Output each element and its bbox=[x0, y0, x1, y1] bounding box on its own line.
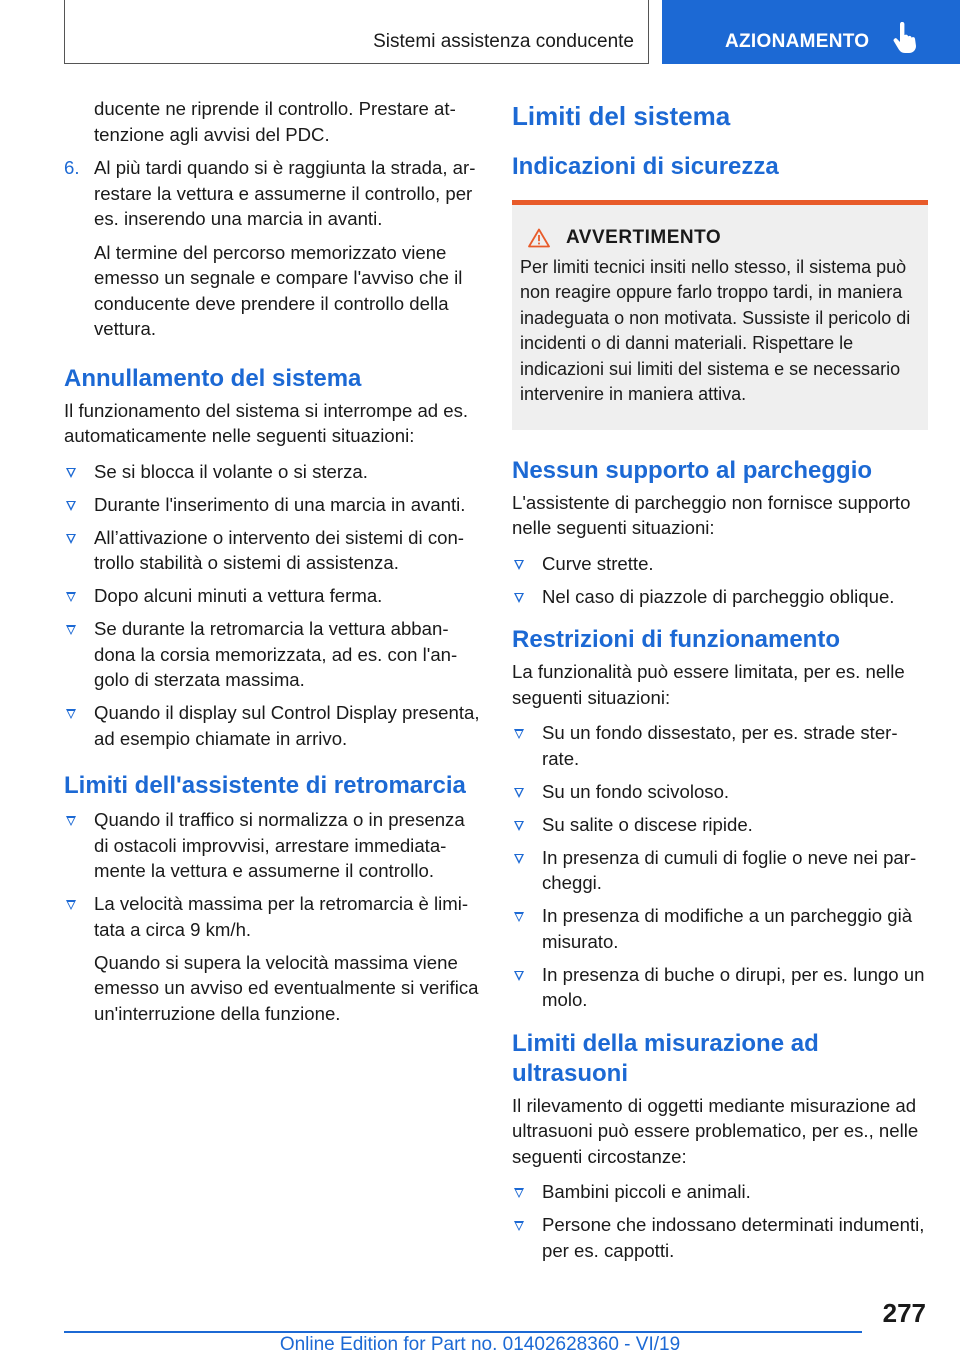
step-text: Al più tardi quando si è raggiunta la strada, arrestare la vettura e assumerne il controllo, per es. inserendo una marcia in avanti. bbox=[94, 157, 476, 229]
footer-rule bbox=[64, 1331, 862, 1333]
heading-annullamento: Annullamento del sistema bbox=[64, 364, 362, 392]
retromarcia-note: Quando si supera la velocità massima viene emesso un avviso ed eventualmente si verifica un'interruzione della funzione. bbox=[94, 951, 479, 1024]
list-item: Se durante la retromarcia la vettura abbandona la corsia memorizzata, ad es. con l'angolo di sterzata massima. bbox=[64, 616, 480, 693]
bullet-triangle-icon bbox=[514, 1188, 524, 1198]
bullet-triangle-icon bbox=[66, 534, 76, 544]
bullet-triangle-icon bbox=[66, 468, 76, 478]
left-column bbox=[64, 96, 480, 1026]
section-label: AZIONAMENTO bbox=[725, 31, 870, 52]
list-item: In presenza di cumuli di foglie o neve nei parcheggi. bbox=[512, 845, 928, 896]
warning-text: Per limiti tecnici insiti nello stesso, il sistema può non reagire oppure farlo troppo tardi, in maniera inadeguata o non motivata. Sussiste il pericolo di incidenti o di danni materiali. Rispettare le indicazioni sui limiti del sistema e se necessario intervenire in maniera attiva. bbox=[520, 256, 911, 404]
list-item: In presenza di buche o dirupi, per es. lungo un molo. bbox=[512, 962, 928, 1013]
bullet-triangle-icon bbox=[514, 821, 524, 831]
warning-title: AVVERTIMENTO bbox=[566, 227, 722, 248]
restrizioni-list bbox=[512, 720, 928, 1013]
bullet-triangle-icon bbox=[66, 816, 76, 826]
header-section-box bbox=[662, 0, 960, 64]
continued-step-text: ducente ne riprende il controllo. Prestare attenzione agli avvisi del PDC. bbox=[94, 98, 456, 145]
ultrasuoni-intro: Il rilevamento di oggetti mediante misurazione ad ultrasuoni può essere problematico, per es., nelle seguenti circostanze: bbox=[512, 1094, 919, 1167]
bullet-triangle-icon bbox=[66, 501, 76, 511]
list-item: Durante l'inserimento di una marcia in avanti. bbox=[64, 492, 480, 518]
hand-pointer-icon bbox=[892, 22, 918, 54]
bullet-triangle-icon bbox=[514, 560, 524, 570]
bullet-triangle-icon bbox=[514, 788, 524, 798]
heading-limiti-retromarcia: Limiti dell'assistente di retromarcia bbox=[64, 772, 466, 799]
heading-indicazioni-sicurezza: Indicazioni di sicurezza bbox=[512, 153, 779, 180]
list-item: Su un fondo scivoloso. bbox=[512, 779, 928, 805]
step-6 bbox=[64, 155, 480, 232]
bullet-triangle-icon bbox=[514, 1221, 524, 1231]
list-item: Quando il traffico si normalizza o in presenza di ostacoli improvvisi, arrestare immediatamente la vettura e assumerne il controllo. bbox=[64, 807, 480, 884]
step-6-note: Al termine del percorso memorizzato viene emesso un segnale e compare l'avviso che il conducente deve prendere il controllo della vettura. bbox=[94, 241, 463, 339]
list-item: La velocità massima per la retromarcia è limitata a circa 9 km/h. bbox=[64, 891, 480, 942]
list-item: Se si blocca il volante o si sterza. bbox=[64, 459, 480, 485]
bullet-triangle-icon bbox=[514, 971, 524, 981]
heading-nessun-supporto: Nessun supporto al parcheggio bbox=[512, 456, 873, 484]
list-item: Curve strette. bbox=[512, 551, 928, 577]
bullet-triangle-icon bbox=[514, 593, 524, 603]
heading-restrizioni: Restrizioni di funzionamento bbox=[512, 626, 840, 653]
list-item: Persone che indossano determinati indumenti, per es. cappotti. bbox=[512, 1212, 928, 1263]
step-number: 6. bbox=[64, 157, 80, 178]
heading-ultrasuoni: Limiti della misurazione ad ultrasuoni bbox=[512, 1029, 819, 1087]
list-item: In presenza di modifiche a un parcheggio già misurato. bbox=[512, 903, 928, 954]
bullet-triangle-icon bbox=[66, 625, 76, 635]
bullet-triangle-icon bbox=[514, 729, 524, 739]
bullet-triangle-icon bbox=[66, 592, 76, 602]
right-column bbox=[512, 100, 928, 1271]
annullamento-list bbox=[64, 459, 480, 752]
list-item: Nel caso di piazzole di parcheggio oblique. bbox=[512, 584, 928, 610]
bullet-triangle-icon bbox=[66, 709, 76, 719]
bullet-triangle-icon bbox=[66, 900, 76, 910]
nessun-intro: L'assistente di parcheggio non fornisce supporto nelle seguenti situazioni: bbox=[512, 491, 911, 538]
header-chapter-box bbox=[64, 0, 649, 64]
retromarcia-list bbox=[64, 807, 480, 942]
warning-triangle-icon bbox=[528, 228, 550, 248]
list-item: Su un fondo dissestato, per es. strade sterrate. bbox=[512, 720, 928, 771]
annullamento-intro: Il funzionamento del sistema si interrompe ad es. automaticamente nelle seguenti situazioni: bbox=[64, 399, 469, 446]
page-number: 277 bbox=[882, 1298, 926, 1328]
bullet-triangle-icon bbox=[514, 912, 524, 922]
chapter-title: Sistemi assistenza conducente bbox=[373, 31, 634, 52]
list-item: Dopo alcuni minuti a vettura ferma. bbox=[64, 583, 480, 609]
restrizioni-intro: La funzionalità può essere limitata, per es. nelle seguenti situazioni: bbox=[512, 661, 905, 708]
list-item: All’attivazione o intervento dei sistemi di controllo stabilità o sistemi di assistenza. bbox=[64, 525, 480, 576]
edition-footer: Online Edition for Part no. 01402628360 - VI/19 bbox=[279, 1334, 681, 1355]
list-item: Quando il display sul Control Display presenta, ad esempio chiamate in arrivo. bbox=[64, 700, 480, 751]
ultrasuoni-list bbox=[512, 1179, 928, 1263]
warning-header bbox=[520, 225, 918, 251]
nessun-list bbox=[512, 551, 928, 610]
bullet-triangle-icon bbox=[514, 854, 524, 864]
list-item: Su salite o discese ripide. bbox=[512, 812, 928, 838]
heading-limiti-sistema: Limiti del sistema bbox=[512, 101, 731, 131]
warning-box bbox=[512, 200, 928, 430]
list-item: Bambini piccoli e animali. bbox=[512, 1179, 928, 1205]
